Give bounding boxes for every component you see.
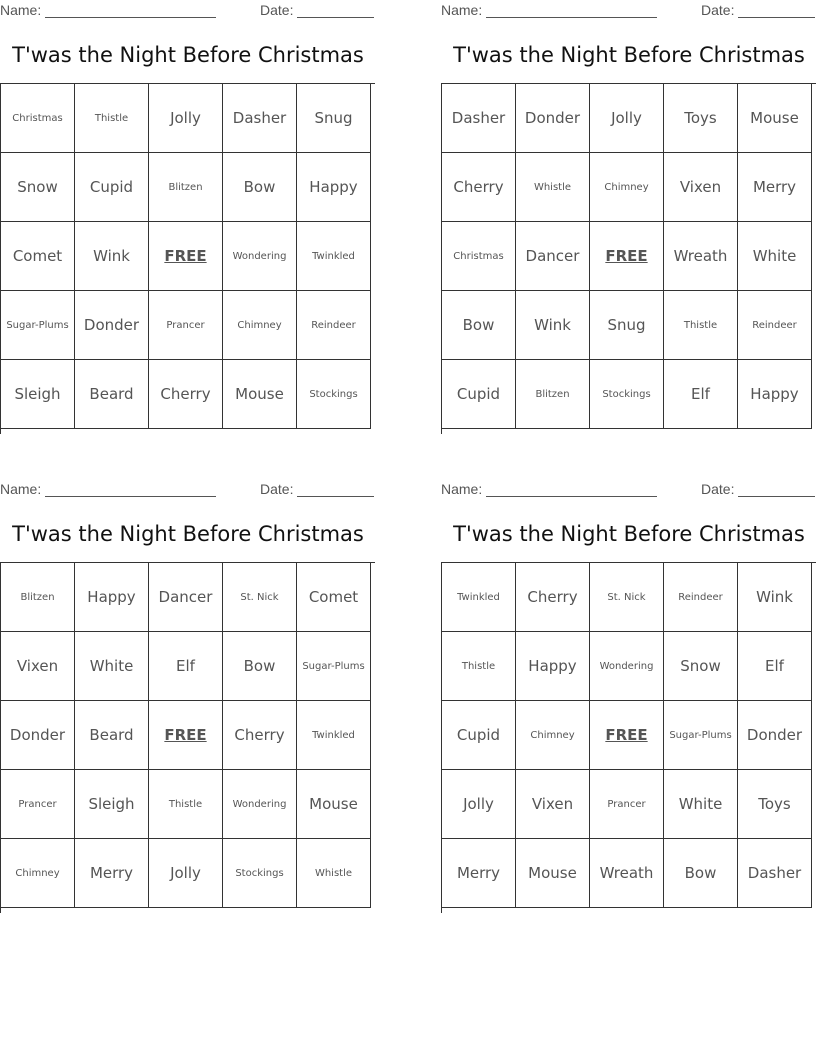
bingo-cell: Bow xyxy=(664,839,738,908)
card-header xyxy=(0,0,376,20)
bingo-cell: Jolly xyxy=(149,839,223,908)
bingo-cell: Donder xyxy=(738,701,812,770)
bingo-cell: Snow xyxy=(1,153,75,222)
bingo-cell: Jolly xyxy=(442,770,516,839)
name-label: Name: xyxy=(0,2,42,18)
bingo-cell: Dancer xyxy=(516,222,590,291)
bingo-cell: Dasher xyxy=(738,839,812,908)
bingo-cell: Wreath xyxy=(664,222,738,291)
date-line xyxy=(297,482,374,497)
bingo-cell: Thistle xyxy=(75,84,149,153)
bingo-cell: Bow xyxy=(223,153,297,222)
bingo-cell: Christmas xyxy=(1,84,75,153)
free-space-cell: FREE xyxy=(590,222,664,291)
bingo-grid xyxy=(0,562,375,913)
bingo-cell: White xyxy=(75,632,149,701)
bingo-grid xyxy=(441,562,816,913)
bingo-cell: Elf xyxy=(738,632,812,701)
bingo-cell: Sugar-Plums xyxy=(664,701,738,770)
bingo-cell: Stockings xyxy=(223,839,297,908)
bingo-cell: Vixen xyxy=(1,632,75,701)
bingo-cell: Wondering xyxy=(223,222,297,291)
bingo-cell: Cupid xyxy=(442,360,516,429)
bingo-cell: Whistle xyxy=(516,153,590,222)
bingo-cell: Mouse xyxy=(223,360,297,429)
bingo-cell: Snug xyxy=(297,84,371,153)
date-line xyxy=(738,482,815,497)
bingo-cell: Wink xyxy=(516,291,590,360)
card-title: T'was the Night Before Christmas xyxy=(453,43,805,67)
bingo-cell: White xyxy=(738,222,812,291)
bingo-cell: Mouse xyxy=(516,839,590,908)
bingo-card-3 xyxy=(0,479,376,919)
bingo-cell: Merry xyxy=(75,839,149,908)
bingo-cell: Merry xyxy=(442,839,516,908)
bingo-cell: Comet xyxy=(1,222,75,291)
card-title: T'was the Night Before Christmas xyxy=(453,522,805,546)
bingo-cell: Blitzen xyxy=(516,360,590,429)
date-line xyxy=(297,3,374,18)
bingo-cell: Elf xyxy=(664,360,738,429)
bingo-cell: Wondering xyxy=(590,632,664,701)
bingo-cell: Prancer xyxy=(1,770,75,839)
name-line xyxy=(486,482,657,497)
bingo-cell: Cherry xyxy=(516,563,590,632)
bingo-cell: Mouse xyxy=(738,84,812,153)
bingo-cell: Mouse xyxy=(297,770,371,839)
bingo-cell: Prancer xyxy=(149,291,223,360)
bingo-cell: Happy xyxy=(75,563,149,632)
bingo-cell: Sugar-Plums xyxy=(1,291,75,360)
date-label: Date: xyxy=(701,481,735,497)
bingo-cell: Donder xyxy=(1,701,75,770)
card-title: T'was the Night Before Christmas xyxy=(12,43,364,67)
bingo-cell: Sleigh xyxy=(1,360,75,429)
bingo-cell: Twinkled xyxy=(297,222,371,291)
bingo-cell: Reindeer xyxy=(664,563,738,632)
bingo-cell: Twinkled xyxy=(297,701,371,770)
bingo-cell: Cherry xyxy=(149,360,223,429)
bingo-cell: Jolly xyxy=(590,84,664,153)
bingo-cell: St. Nick xyxy=(223,563,297,632)
bingo-cell: Snow xyxy=(664,632,738,701)
card-header xyxy=(0,479,376,499)
bingo-cell: Comet xyxy=(297,563,371,632)
name-label: Name: xyxy=(441,2,483,18)
bingo-cell: Vixen xyxy=(664,153,738,222)
card-title: T'was the Night Before Christmas xyxy=(12,522,364,546)
date-label: Date: xyxy=(260,481,294,497)
bingo-cell: Donder xyxy=(75,291,149,360)
bingo-cell: Elf xyxy=(149,632,223,701)
bingo-cell: Sleigh xyxy=(75,770,149,839)
bingo-cell: Dasher xyxy=(223,84,297,153)
bingo-cell: Wink xyxy=(75,222,149,291)
bingo-cell: Beard xyxy=(75,360,149,429)
bingo-cell: Prancer xyxy=(590,770,664,839)
bingo-cell: Stockings xyxy=(297,360,371,429)
bingo-cell: Dasher xyxy=(442,84,516,153)
date-label: Date: xyxy=(701,2,735,18)
bingo-cell: Dancer xyxy=(149,563,223,632)
bingo-cell: Bow xyxy=(223,632,297,701)
date-label: Date: xyxy=(260,2,294,18)
bingo-cell: Jolly xyxy=(149,84,223,153)
bingo-cell: Beard xyxy=(75,701,149,770)
bingo-cell: Thistle xyxy=(664,291,738,360)
bingo-cell: Happy xyxy=(516,632,590,701)
bingo-cell: Blitzen xyxy=(1,563,75,632)
bingo-card-4 xyxy=(441,479,816,919)
bingo-cell: Cherry xyxy=(442,153,516,222)
bingo-cell: Wondering xyxy=(223,770,297,839)
bingo-cell: Vixen xyxy=(516,770,590,839)
name-label: Name: xyxy=(0,481,42,497)
bingo-cell: Reindeer xyxy=(738,291,812,360)
bingo-grid xyxy=(0,83,375,434)
bingo-card-2 xyxy=(441,0,816,440)
name-line xyxy=(45,3,216,18)
free-space-cell: FREE xyxy=(149,222,223,291)
bingo-cell: Donder xyxy=(516,84,590,153)
date-line xyxy=(738,3,815,18)
free-space-cell: FREE xyxy=(149,701,223,770)
bingo-cell: Sugar-Plums xyxy=(297,632,371,701)
bingo-grid xyxy=(441,83,816,434)
name-label: Name: xyxy=(441,481,483,497)
bingo-cell: Chimney xyxy=(516,701,590,770)
bingo-cell: Wreath xyxy=(590,839,664,908)
bingo-cell: Chimney xyxy=(1,839,75,908)
free-space-cell: FREE xyxy=(590,701,664,770)
name-line xyxy=(45,482,216,497)
bingo-cell: Happy xyxy=(738,360,812,429)
bingo-cell: Bow xyxy=(442,291,516,360)
card-header xyxy=(441,0,816,20)
bingo-cell: Thistle xyxy=(149,770,223,839)
bingo-cell: Happy xyxy=(297,153,371,222)
bingo-cell: Snug xyxy=(590,291,664,360)
bingo-cell: Stockings xyxy=(590,360,664,429)
bingo-cell: Toys xyxy=(664,84,738,153)
bingo-cell: Cherry xyxy=(223,701,297,770)
bingo-cell: Chimney xyxy=(590,153,664,222)
bingo-cell: Chimney xyxy=(223,291,297,360)
bingo-cell: Christmas xyxy=(442,222,516,291)
bingo-card-1 xyxy=(0,0,376,440)
bingo-cell: Twinkled xyxy=(442,563,516,632)
bingo-cell: Merry xyxy=(738,153,812,222)
bingo-cell: Wink xyxy=(738,563,812,632)
bingo-cell: Reindeer xyxy=(297,291,371,360)
bingo-cell: Cupid xyxy=(442,701,516,770)
bingo-cell: Whistle xyxy=(297,839,371,908)
bingo-cell: St. Nick xyxy=(590,563,664,632)
bingo-cell: Thistle xyxy=(442,632,516,701)
bingo-cell: White xyxy=(664,770,738,839)
bingo-cell: Toys xyxy=(738,770,812,839)
card-header xyxy=(441,479,816,499)
bingo-cell: Blitzen xyxy=(149,153,223,222)
name-line xyxy=(486,3,657,18)
bingo-cell: Cupid xyxy=(75,153,149,222)
